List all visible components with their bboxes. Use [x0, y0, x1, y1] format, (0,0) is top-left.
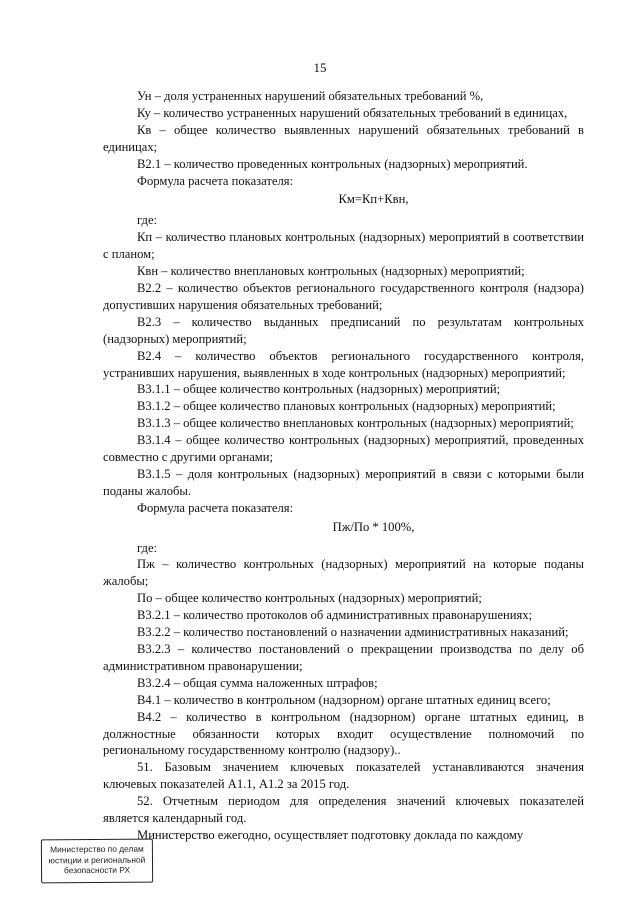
paragraph: 51. Базовым значением ключевых показателей устанавливаются значения ключевых показателей А1.1, А1.2 за 2015 год. [103, 760, 584, 792]
paragraph: В4.1 – количество в контрольном (надзорном) органе штатных единиц всего; [137, 692, 551, 707]
paragraph: В4.2 – количество в контрольном (надзорном) органе штатных единиц, в должностные обязанности которых входит осуществление полномочий по региональному государственному контролю (надзору).. [103, 709, 584, 758]
stamp-line-1: Министерство по делам [50, 843, 144, 855]
page-number: 15 [313, 60, 327, 75]
stamp-line-2: юстиции и региональной [48, 854, 146, 865]
formula-line: Пж/По * 100%, [332, 519, 415, 534]
paragraph: В3.2.1 – количество протоколов об административных правонарушениях; [137, 608, 533, 623]
paragraph: где: [137, 213, 158, 228]
formula-line: Км=Кп+Квн, [338, 192, 409, 207]
paragraph: Министерство ежегодно, осуществляет подготовку доклада по каждому [137, 827, 524, 842]
registration-stamp [41, 839, 153, 884]
paragraph: В3.1.2 – общее количество плановых контрольных (надзорных) мероприятий; [137, 399, 556, 414]
paragraph: По – общее количество контрольных (надзорных) мероприятий; [137, 591, 482, 606]
paragraph: Формула расчета показателя: [137, 500, 294, 515]
paragraph: В3.1.5 – доля контрольных (надзорных) мероприятий в связи с которыми были поданы жалобы. [103, 466, 584, 498]
paragraph: 52. Отчетным периодом для определения значений ключевых показателей является календарный год. [103, 794, 584, 826]
paragraph: В3.1.4 – общее количество контрольных (надзорных) мероприятий, проведенных совместно с другими органами; [103, 433, 584, 465]
paragraph: Пж – количество контрольных (надзорных) мероприятий на которые поданы жалобы; [103, 557, 584, 589]
paragraph: В2.4 – количество объектов регионального государственного контроля, устранивших нарушения, выявленных в ходе контрольных (надзорных) мероприятий; [103, 348, 584, 380]
paragraph: В3.2.2 – количество постановлений о назначении административных наказаний; [137, 625, 569, 640]
paragraph: Формула расчета показателя: [137, 173, 294, 188]
paragraph: Ку – количество устраненных нарушений обязательных требований в единицах, [137, 105, 568, 120]
paragraph: Кп – количество плановых контрольных (надзорных) мероприятий в соответствии с планом; [103, 230, 584, 262]
paragraph: где: [137, 540, 158, 555]
paragraph: Ун – доля устраненных нарушений обязательных требований %, [137, 89, 484, 103]
paragraph: В3.2.4 – общая сумма наложенных штрафов; [137, 675, 378, 690]
paragraph: Кв – общее количество выявленных нарушений обязательных требований в единицах; [103, 122, 584, 154]
document-body [103, 88, 584, 844]
stamp-line-3: безопасности РХ [63, 864, 131, 876]
paragraph: В3.1.1 – общее количество контрольных (надзорных) мероприятий; [137, 382, 501, 397]
paragraph: В3.2.3 – количество постановлений о прекращении производства по делу об административном правонарушении; [103, 642, 584, 673]
paragraph: В2.2 – количество объектов регионального государственного контроля (надзора) допустивших нарушения обязательных требований; [103, 280, 584, 312]
paragraph: В2.3 – количество выданных предписаний по результатам контрольных (надзорных) мероприятий; [103, 314, 584, 346]
paragraph: Квн – количество внеплановых контрольных (надзорных) мероприятий; [137, 264, 525, 279]
paragraph: В3.1.3 – общее количество внеплановых контрольных (надзорных) мероприятий; [137, 416, 574, 431]
paragraph: В2.1 – количество проведенных контрольных (надзорных) мероприятий. [137, 156, 528, 171]
